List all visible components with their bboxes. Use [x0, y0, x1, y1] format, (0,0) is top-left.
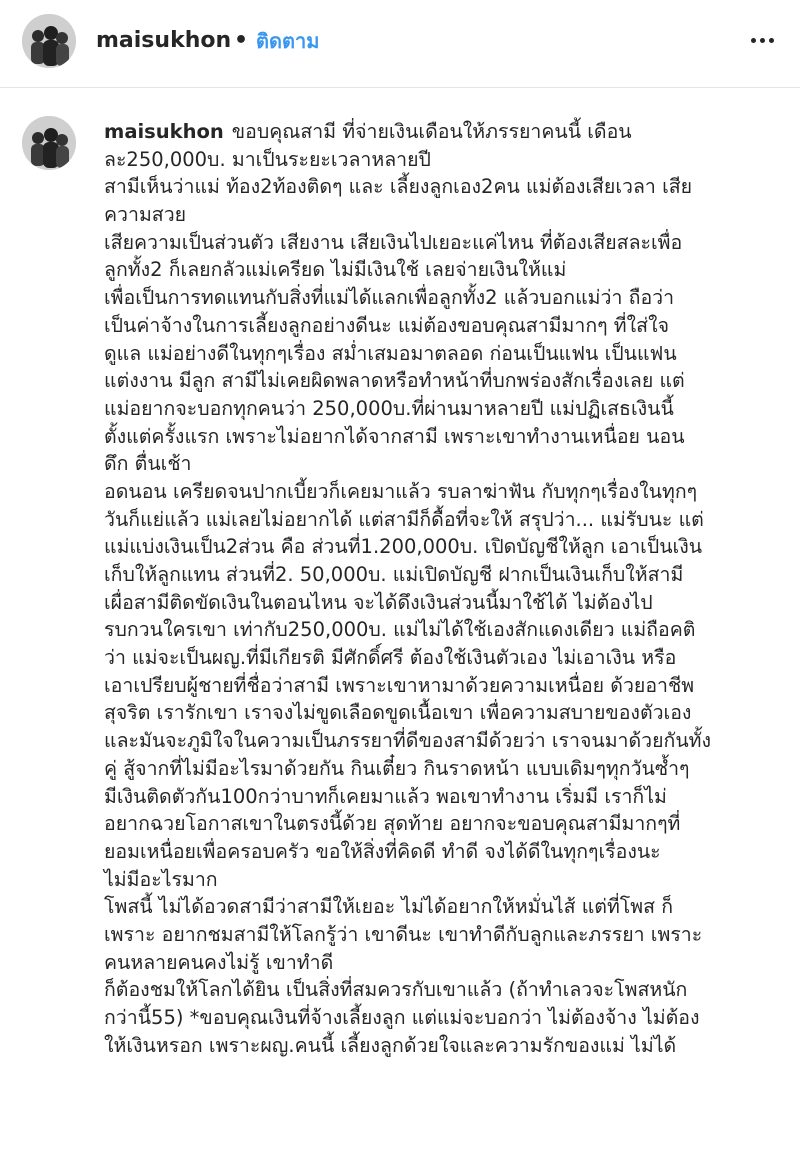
caption-text: มีเงินติดตัวกัน100กว่าบาทก็เคยมาแล้ว พอเขาทำงาน เริ่มมี เราก็ไม่ — [104, 784, 667, 808]
caption-text: ลูกทั้ง2 ก็เลยกลัวแม่เครียด ไม่มีเงินใช้ เลยจ่ายเงินให้แม่ — [104, 258, 567, 282]
caption-line — [104, 699, 784, 727]
caption-line — [104, 589, 784, 617]
header-username[interactable]: maisukhon — [96, 28, 232, 53]
caption-text: ดึก ตื่นเช้า — [104, 452, 192, 476]
caption-line — [104, 755, 784, 783]
caption-text: แม่อยากจะบอกทุกคนว่า 250,000บ.ที่ผ่านมาหลายปี แม่ปฏิเสธเงินนี้ — [104, 396, 674, 420]
caption-text: ไม่มีอะไรมาก — [104, 867, 218, 891]
caption-line — [104, 949, 784, 977]
caption-line — [104, 783, 784, 811]
caption-text: ตั้งแต่ครั้งแรก เพราะไม่อยากได้จากสามี เพราะเขาทำงานเหนื่อย นอน — [104, 424, 685, 448]
caption-text: ให้เงินหรอก เพราะผญ.คนนี้ เลี้ยงลูกด้วยใจและความรักของแม่ ไม่ได้ — [104, 1033, 677, 1057]
caption-line — [104, 976, 784, 1004]
caption-line — [104, 810, 784, 838]
caption-text: สามีเห็นว่าแม่ ท้อง2ท้องติดๆ และ เลี้ยงลูกเอง2คน แม่ต้องเสียเวลา เสีย — [104, 175, 693, 199]
caption-text: วันก็แย่แล้ว แม่เลยไม่อยากได้ แต่สามีก็ดื้อที่จะให้ สรุปว่า... แม่รับนะ แต่ — [104, 507, 704, 531]
caption-line — [104, 450, 784, 478]
caption-text: โพสนี้ ไม่ได้อวดสามีว่าสามีให้เยอะ ไม่ได้อยากให้หมั่นไส้ แต่ที่โพส ก็ — [104, 895, 674, 919]
caption-text: ยอมเหนื่อยเพื่อครอบครัว ขอให้สิ่งที่คิดดี ทำดี จงได้ดีในทุกๆเรื่องนะ — [104, 839, 661, 863]
caption-text: ก็ต้องชมให้โลกได้ยิน เป็นสิ่งที่สมควรกับเขาแล้ว (ถ้าทำเลวจะโพสหนัก — [104, 978, 688, 1002]
caption-line — [104, 312, 784, 340]
caption-line — [104, 173, 784, 201]
caption-line — [104, 506, 784, 534]
caption-text: แต่งงาน มีลูก สามีไม่เคยผิดพลาดหรือทำหน้าที่บกพร่องสักเรื่องเลย แต่ — [104, 369, 685, 393]
caption-text: คู่ สู้จากที่ไม่มีอะไรมาด้วยกัน กินเตี๋ยว กินราดหน้า แบบเดิมๆทุกวันซ้ำๆ — [104, 756, 690, 780]
caption-text: คนหลายคนคงไม่รู้ เขาทำดี — [104, 950, 334, 974]
caption-text: เพื่อเป็นการทดแทนกับสิ่งที่แม่ได้แลกเพื่อลูกทั้ง2 แล้วบอกแม่ว่า ถือว่า — [104, 286, 675, 310]
caption-line — [104, 644, 784, 672]
caption-text: เพราะ อยากชมสามีให้โลกรู้ว่า เขาดีนะ เขาทำดีกับลูกและภรรยา เพราะ — [104, 922, 703, 946]
caption-line — [104, 838, 784, 866]
caption-text: เป็นค่าจ้างในการเลี้ยงลูกอย่างดีนะ แม่ต้องขอบคุณสามีมากๆ ที่ใส่ใจ — [104, 313, 670, 337]
separator-dot: • — [234, 28, 249, 53]
caption-line — [104, 893, 784, 921]
caption-line — [104, 146, 784, 174]
post-caption — [104, 118, 784, 1059]
caption-line — [104, 727, 784, 755]
caption-line — [104, 340, 784, 368]
caption-text: อยากฉวยโอกาสเขาในตรงนี้ด้วย สุดท้าย อยากจะขอบคุณสามีมากๆที่ — [104, 812, 681, 836]
caption-line — [104, 201, 784, 229]
post-header — [0, 0, 800, 88]
caption-line — [104, 672, 784, 700]
caption-line — [104, 395, 784, 423]
caption-text: และมันจะภูมิใจในความเป็นภรรยาที่ดีของสามีด้วยว่า เราจนมาด้วยกันทั้ง — [104, 729, 712, 753]
caption-text: เก็บให้ลูกแทน ส่วนที่2. 50,000บ. แม่เปิดบัญชี ฝากเป็นเงินเก็บให้สามี — [104, 563, 684, 586]
caption-text: เอาเปรียบผู้ชายที่ชื่อว่าสามี เพราะเขาหามาด้วยความเหนื่อย ด้วยอาชีพ — [104, 673, 695, 697]
header-avatar[interactable] — [22, 14, 76, 68]
caption-line — [104, 367, 784, 395]
caption-line — [104, 478, 784, 506]
caption-line — [104, 423, 784, 451]
caption-line — [104, 533, 784, 561]
caption-text: รบกวนใครเขา เท่ากับ250,000บ. แม่ไม่ได้ใช้เองสักแดงเดียว แม่ถือคติ — [104, 618, 696, 642]
caption-line — [104, 921, 784, 949]
caption-text: อดนอน เครียดจนปากเบี้ยวก็เคยมาแล้ว รบลาฆ่าฟัน กับทุกๆเรื่องในทุกๆ — [104, 479, 698, 503]
caption-line — [104, 229, 784, 257]
follow-button[interactable]: ติดตาม — [256, 29, 320, 53]
caption-text: กว่านี้55) *ขอบคุณเงินที่จ้างเลี้ยงลูก แต่แม่จะบอกว่า ไม่ต้องจ้าง ไม่ต้อง — [104, 1006, 700, 1029]
caption-text: ว่า แม่จะเป็นผญ.ที่มีเกียรติ มีศักดิ์ศรี ต้องใช้เงินตัวเอง ไม่เอาเงิน หรือ — [104, 646, 677, 670]
caption-line — [104, 256, 784, 284]
more-options-icon[interactable] — [744, 24, 780, 56]
caption-text: ดูแล แม่อย่างดีในทุกๆเรื่อง สม่ำเสมอมาตลอด ก่อนเป็นแฟน เป็นแฟน — [104, 341, 677, 365]
caption-text: ความสวย — [104, 203, 187, 227]
caption-line — [104, 561, 784, 589]
caption-line — [104, 866, 784, 894]
caption-avatar[interactable] — [22, 116, 76, 170]
caption-line — [104, 118, 784, 146]
caption-text: ละ250,000บ. มาเป็นระยะเวลาหลายปี — [104, 147, 431, 171]
caption-username[interactable]: maisukhon — [104, 120, 224, 143]
caption-text: แม่แบ่งเงินเป็น2ส่วน คือ ส่วนที่1.200,000บ. เปิดบัญชีให้ลูก เอาเป็นเงิน — [104, 535, 703, 559]
caption-text: เผื่อสามีติดขัดเงินในตอนไหน จะได้ดึงเงินส่วนนี้มาใช้ได้ ไม่ต้องไป — [104, 590, 653, 614]
caption-line — [104, 1004, 784, 1032]
caption-text: เสียความเป็นส่วนตัว เสียงาน เสียเงินไปเยอะแค่ไหน ที่ต้องเสียสละเพื่อ — [104, 230, 683, 254]
caption-text: สุจริต เรารักเขา เราจงไม่ขูดเลือดขูดเนื้อเขา เพื่อความสบายของตัวเอง — [104, 701, 692, 725]
caption-text: ขอบคุณสามี ที่จ่ายเงินเดือนให้ภรรยาคนนี้ เดือน — [231, 120, 632, 143]
caption-line — [104, 616, 784, 644]
caption-line — [104, 284, 784, 312]
caption-line — [104, 1032, 784, 1060]
